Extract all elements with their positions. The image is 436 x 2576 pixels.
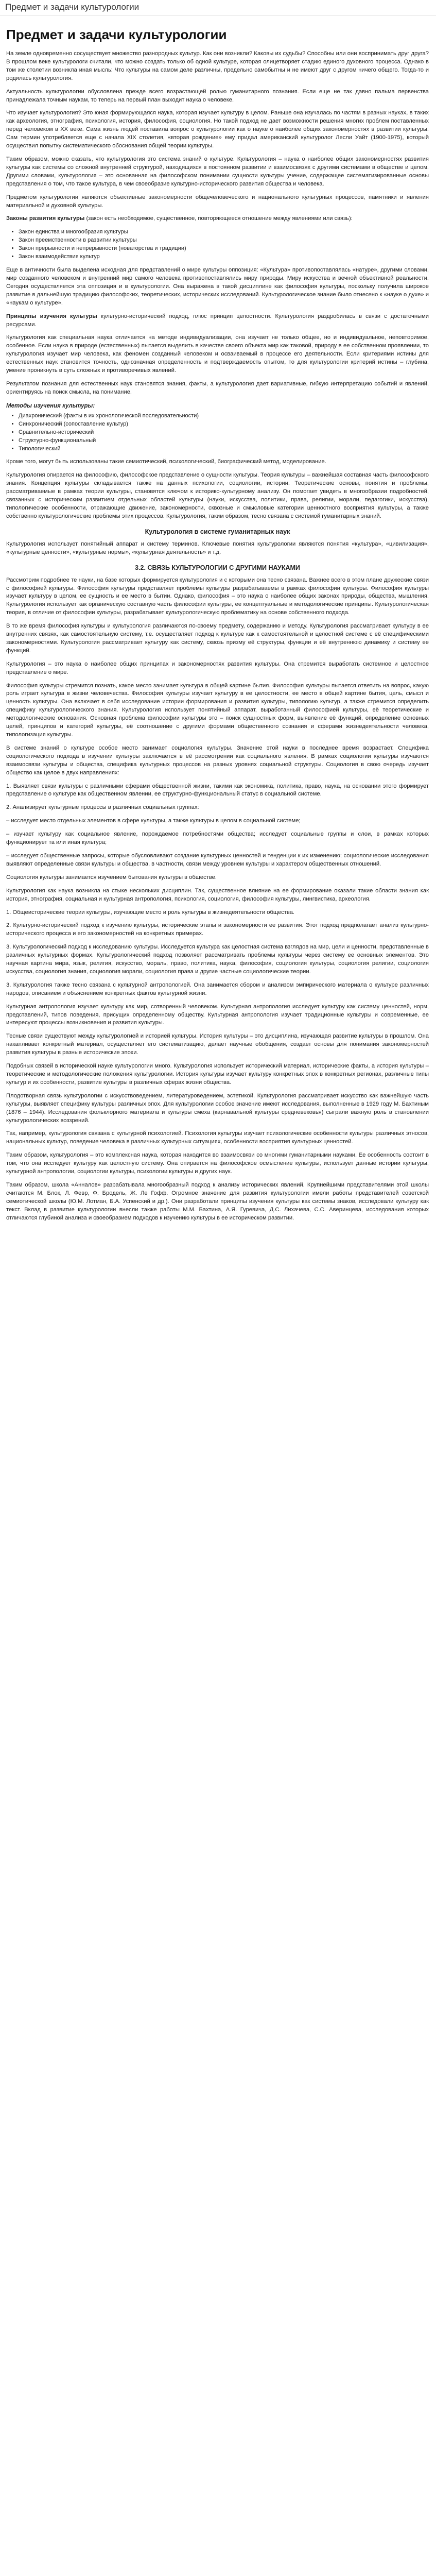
paragraph-29: Тесные связи существуют между культурологией и историей культуры. История культуры – это дисциплина, изучающая развитие культуры в прошлом. Она накапливает конкретный материал, осуществляет его систематизацию, делает научные обобщения, создает основы для понимания закономерностей развития культуры в разные исторические эпохи. (6, 1033, 429, 1056)
paragraph-6: Еще в античности была выделена исходная для представлений о мире культуры оппозиция: «Культура» противопоставлялась «натуре», другими словами, мир созданного человеком и внутренний мир самого человека противопоставлялись миру природы. Миру искусства и вечной объективной реальности. Сегодня осуществляется эта оппозиция и в культурологии. Она выражена в такой дисциплине как философия культуры, поскольку получила широкое развитие в дальнейшую традицию философских, теоретических, исторических исследований. Культурологическое знание было отнесено к «науке о духе» и «наукам о культуре». (6, 267, 429, 306)
paragraph-28: Культурная антропология изучает культуру как мир, сотворенный человеком. Культурная антропология исследует культуру как систему ценностей, норм, представлений, типов поведения, присущих определенному обществу. Культурная антропология изучает традиционные культуры и современные, ее интересуют процессы возникновения и развития культуры. (6, 1003, 429, 1026)
principles-intro: культурно-исторический подход, плюс принцип целостности. Культурология раздробилась в связи с достаточными ресурсами. (6, 313, 429, 328)
page-header-title: Предмет и задачи культурологии (5, 2, 139, 12)
paragraph-9: Кроме того, могут быть использованы такие семиотический, психологический, биографический метод, моделирование. (6, 459, 326, 465)
paragraph-21: – исследует общественные запросы, которые обусловливают создание культурных ценностей и тенденции к их изменению; социологические исследования выявляют определенные связи культуры и общества, в частности, связи между уровнем культуры и характером общественных отношений. (6, 852, 429, 867)
paragraph-24: 1. Общеисторические теории культуры, изучающие место и роль культуры в жизнедеятельности общества. (6, 909, 295, 916)
bottom-spacer (6, 1228, 429, 1235)
list-item: • Закон прерывности и непрерывности (новаторства и традиции) (19, 245, 429, 253)
paragraph-11: Культурология использует понятийный аппарат и систему терминов. Ключевые понятия культурологии являются понятия «культура», «цивилизация», «культурные ценности», «культурные нормы», «культурная деятельность» и т.д. (6, 540, 429, 555)
paragraph-10: Культурология опирается на философию, философское представление о сущности культуры. Теория культуры – важнейшая составная часть философского знания. Концепция культуры складывается также на данных психологии, социологии, истории. Теоретические основы, понятия и проблемы, рассматриваемые в рамках теории культуры, становятся ключом к историко-культурному анализу. Он помогает увидеть в многообразии подробностей, связанных с историческим развитием отдельных областей культуры (науки, искусства, политики, права, религии, морали, педагогики, искусства), типологические особенности, отражающие движение, закономерности, сквозные и смысловые категории ценностного восприятия культуры, а также собственно культурологические проблемы этих процессов. Культурология, таким образом, тесно связана с системой гуманитарных знаний. (6, 472, 429, 519)
paragraph-15: Философия культуры стремится познать, какое место занимает культура в общей картине бытия. Философия культуры пытается ответить на вопрос, какую роль играет культура в жизни человечества. Философия культуры изучает культуру в ее целостности, ее место в общей картине бытия, цель, смысл и ценность культуры. Она включает в себя исследование истории формирования и развития культуры, типологию культур, а также стремится определить специфику культурологического знания. Культурология использует понятийный аппарат, выработанный философией культуры, её теоретические и методологические основания. Основная проблема философии культуры это – поиск сущностных форм, выявление её функций, определение основных целей, принципов и категорий культуры, её соотношение с другими формами общественного сознания и сферами жизнедеятельности человека, типологизация культуры. (6, 682, 429, 738)
paragraph-32: Так, например, культурология связана с культурной психологией. Психология культуры изучает психологические особенности культуры различных этносов, национальных культур, поведение человека в различных культурных ситуациях, особенности восприятия культурных ценностей. (6, 1130, 429, 1145)
paragraph-3: Что изучает культурология? Это юная формирующаяся наука, которая изучает культуру в целом. Раньше она изучалась по частям в разных науках, в таких как археология, этнография, психология, история, философия, социология. Но такой подход не дает возможности решения многих проблем поставленных перед человеком в XX веке. Сама жизнь людей поставила вопрос о культурологии как о науке о наиболее общих закономерностях в развитии культуры. Сам термин употребляется еще с начала XIX столетия, «вторая рождение» ему придал американский культуролог Лесли Уайт (1900-1975), который осуществил попытку систематического обоснования общей теории культуры. (6, 110, 429, 149)
paragraph-5: Предметом культурологии являются объективные закономерности общечеловеческого и национального культурных процессов, памятники и явления материальной и духовной культуры. (6, 194, 429, 209)
list-item: • Диахронический (факты в их хронологической последовательности) (19, 412, 429, 420)
laws-list (6, 228, 429, 261)
paragraph-17: 1. Выявляет связи культуры с различными сферами общественной жизни, такими как экономика, политика, право, наука, на основании этого формирует представление о культуре как общественном явлении, ее структурно-функциональный статус в социальной системе. (6, 783, 429, 798)
paragraph-34: Таким образом, школа «Анналов» разрабатывала многообразный подход к анализу исторических явлений. Крупнейшими представителями этой школы считаются М. Блок, Л. Февр, Ф. Бродель, Ж. Ле Гофф. Огромное значение для развития культурологии имели работы представителей советской семиотической школы (Ю.М. Лотман, Б.А. Успенский и др.). Они разработали принципы изучения культуры как системы знаков, исследовали культуру как текст. Вклад в развитие культурологии внесли также работы М.М. Бахтина, А.Я. Гуревича, Д.С. Лихачева, С.С. Аверинцева, исследования которых отличаются глубиной анализа и своеобразием подходов к изучению культуры в ее историческом развитии. (6, 1181, 429, 1221)
list-item: • Закон преемственности в развитии культуры (19, 236, 429, 245)
top-bar (0, 0, 436, 15)
laws-intro: (закон есть необходимое, существенное, повторяющееся отношение между явлениями или связь): (86, 215, 353, 222)
paragraph-14: Культурология – это наука о наиболее общих принципах и закономерностях развития культуры. Она стремится выработать системное и целостное представление о мире. (6, 660, 429, 675)
paragraph-26: 3. Культурологический подход к исследованию культуры. Исследуется культура как целостная система взглядов на мир, цели и ценности, представленные в различных культурных формах. Культурологический подход позволяет рассматривать проблемы культуры через систему ее основных элементов. Это научная картина мира, язык, религия, искусство, мораль, право, политика, наука, философия, социология культуры, социология религии, социология искусства, социология знания, социология морали, социология права и другие частные социологические теории. (6, 944, 429, 975)
paragraph-22: Социология культуры занимается изучением бытования культуры в обществе. (6, 874, 217, 880)
paragraph-19: – исследует место отдельных элементов в сфере культуры, а также культуры в целом в социальной системе; (6, 818, 301, 824)
paragraph-25: 2. Культурно-исторический подход к изучению культуры, исторические этапы и закономерности ее развития. Этот подход предполагает анализ культурно-исторического процесса и его закономерностей на конкретных примерах. (6, 922, 429, 937)
paragraph-30: Подобных связей в исторической науке культурологии много. Культурология использует исторический материал, исторические факты, а история культуры – теоретические и методологические положения культурологии. История культуры изучает культуру конкретных эпох в конкретных регионах, различные типы культур и их особенности, развитие культуры в различных сферах жизни общества. (6, 1063, 429, 1086)
section-title: 3.2. СВЯЗЬ КУЛЬТУРОЛОГИИ С ДРУГИМИ НАУКАМИ (135, 564, 300, 571)
list-item: • Синхронический (сопоставление культур) (19, 420, 429, 429)
paragraph-12: Рассмотрим подробнее те науки, на базе которых формируется культурология и с которыми она тесно связана. Важнее всего в этом плане дружеские связи с философией культуры. Философия культуры представляет проблемы культуры разрабатываемы в рамках философии культуры. Философия культуры изучает культуру в целом, ее сущность и ее место в бытии. Однако, философия – это наука о наиболее общих законах природы, общества, мышления. Культурология использует как органическую составную часть философии культуры, ее концептуальные и методологические принципы. Культурологическая теория, в отличие от философии культуры, разрабатывает культурологическую проблематику на основе собственного подхода. (6, 577, 429, 616)
paragraph-31: Плодотворная связь культурологии с искусствоведением, литературоведением, эстетикой. Культурология рассматривает искусство как важнейшую часть культуры, выявляет специфику культуры различных эпох. Для культурологии особое значение имеют исследования, выполненные в 1929 году М. Бахтиным (1876 – 1944). Исследования фольклорного материала и культуры смеха (карнавальной культуры средневековья) сыграли важную роль в становлении культурологических воззрений. (6, 1092, 429, 1124)
list-item: • Структурно-функциональный (19, 437, 429, 445)
document-title: Предмет и задачи культурологии (6, 27, 227, 42)
paragraph-8: Результатом познания для естественных наук становятся знания, факты, а культурология дает вариативные, гибкую интерпретацию событий и явлений, ориентируясь на поиск смысла, на понимание. (6, 380, 429, 395)
principles-heading (6, 313, 429, 329)
laws-title: Законы развития культуры (6, 215, 85, 222)
paragraph-20: – изучает культуру как социальное явление, порождаемое потребностями общества; исследует социальные группы и слои, в рамках которых функционирует та или иная культура; (6, 831, 429, 846)
paragraph-18: 2. Анализирует культурные процессы в различных социальных группах: (6, 804, 199, 811)
subsection-title: Культурология в системе гуманитарных наук (145, 528, 290, 535)
paragraph-7: Культурология как специальная наука отличается на методе индивидуализации, она изучает не только общее, но и индивидуальное, неповторимое, особенное. Если наука в природе (естественных) пытается выделить в качестве своего объекта мир как таковой, природу в ее собственном проявлении, то культурология изучает мир человека, как феномен созданный человеком и осваиваемый в процессе его деятельности. Если критериями истины для естественных наук становится точность, однозначная определенность и подтверждаемость опытом, то для культурологии критерий истины – глубина, умение проникнуть в суть сложных и противоречивых явлений. (6, 334, 429, 374)
paragraph-27: 3. Культурология также тесно связана с культурной антропологией. Она занимается сбором и анализом эмпирического материала о культуре различных народов, описанием и объяснением конкретных фактов культурной жизни. (6, 981, 429, 996)
methods-list (6, 412, 429, 453)
paragraph-2: Актуальность культурологии обусловлена прежде всего возрастающей ролью гуманитарного познания. Если еще не так давно пальма первенства принадлежала точным наукам, то теперь на первый план выходит наука о человеке. (6, 88, 429, 103)
paragraph-intro: На земле одновременно сосуществует множество разнородных культур. Как они возникли? Каковы их судьбы? Способны или они воспринимать друг друга? В прошлом веке культурологи считали, что можно создать только об одной культуре, которая олицетворяет стадию единого духовного процесса. Однако в том же столетии возникла иная мысль: Что культуры на самом деле различны, предельно самобытны и не имеют друг с другом ничего общего. Тогда-то и родилась культурология. (6, 50, 429, 81)
article (0, 15, 436, 1235)
paragraph-33: Таким образом, культурология – это комплексная наука, которая находится во взаимосвязи со многими гуманитарными науками. Ее особенность состоит в том, что она исследует культуру как целостную систему. Она опирается на философское осмысление культуры, использует данные истории культуры, культурной антропологии, социологии культуры, психологии культуры и других наук. (6, 1152, 429, 1175)
paragraph-23: Культурология как наука возникла на стыке нескольких дисциплин. Так, существенное влияние на ее формирование оказали такие области знания как история, этнография, социальная и культурная антропология, психология, социология, философия культуры, лингвистика, археология. (6, 887, 429, 902)
list-item: • Сравнительно-исторический (19, 429, 429, 437)
list-item: • Закон единства и многообразия культуры (19, 228, 429, 236)
paragraph-13: В то же время философия культуры и культурология различаются по-своему предмету, содержанию и методу. Культурология рассматривает культуру в ее внутренних связях, как самостоятельную систему, т.е. осуществляет подход к культуре как к самостоятельной и целостной системе с её специфическими закономерностями. Культурология рассматривает культуру как систему, сквозь призму её структуры, функции и её внутреннюю динамику и систему ее функций. (6, 623, 429, 654)
paragraph-16: В системе знаний о культуре особое место занимает социология культуры. Значение этой науки в последнее время возрастает. Специфика социологического подхода в изучении культуры заключается в её рассмотрении как социального явления. В рамках социологии культуры изучаются взаимосвязи культуры и общества, специфика культурных процессов на разных уровнях социальной структуры. Социология в свою очередь изучает общество как целое в двух направлениях: (6, 744, 429, 776)
list-item: • Типологический (19, 445, 429, 453)
paragraph-4: Таким образом, можно сказать, что культурология это система знаний о культуре. Культурология – наука о наиболее общих закономерностях развития культуры как системы со сложной внутренней структурой, находящихся в постоянном развитии и взаимосвязях с другими системами в обществе и целом. Другими словами, культурология – это основанная на философском понимании сущности культуры учение, содержащее систематизированные основы представления о том, что такое культура, в чем своеобразие культурно-исторического развития общества и человека. (6, 156, 429, 187)
methods-title: Методы изучения культуры: (6, 402, 95, 409)
principles-title: Принципы изучения культуры (6, 313, 97, 319)
laws-heading (6, 215, 429, 223)
list-item: • Закон взаимодействия культур (19, 253, 429, 261)
